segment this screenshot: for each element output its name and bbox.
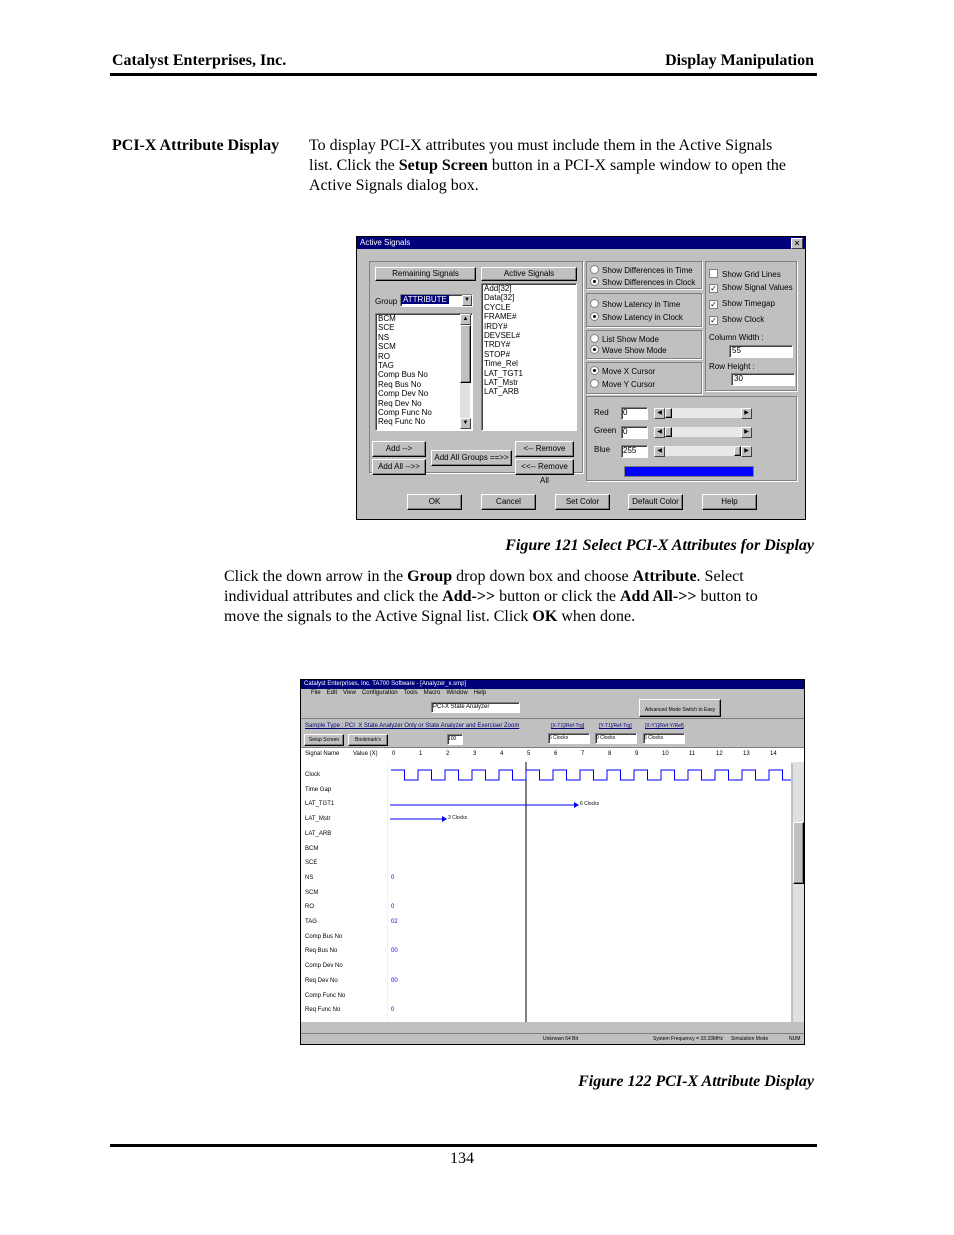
slider-right-icon[interactable]: ▶ (741, 408, 752, 419)
tick-label: 0 (392, 751, 396, 757)
clock-label: Show Clock (722, 315, 765, 324)
color-swatch (624, 466, 754, 477)
gap-label-2: 3 Clocks (448, 815, 468, 821)
footer-rule (110, 1144, 817, 1147)
waveform-scrollbar[interactable] (793, 762, 804, 1022)
signal-name[interactable]: SCE (305, 860, 318, 867)
tick-label: 6 (554, 751, 558, 757)
signal-name[interactable]: Comp Bus No (305, 933, 343, 940)
radio-selected-icon (590, 345, 599, 354)
clock-box-3[interactable]: 6 Clocks (643, 733, 685, 744)
xt-ref-link[interactable]: [X-T1]/Ref-Trg] (551, 723, 585, 729)
signal-name[interactable]: Comp Dev No (305, 963, 343, 970)
signal-name[interactable]: RO (305, 904, 314, 911)
scroll-thumb[interactable] (460, 325, 471, 383)
list-mode-option[interactable] (590, 334, 659, 344)
sample-type-link[interactable]: Sample Type : PCI_X State Analyzer Only or State Analyzer and Exerciser Zoom (305, 723, 520, 729)
ok-button[interactable]: OK (407, 494, 462, 510)
column-width-input[interactable]: 55 (729, 345, 793, 358)
arrow-head-icon (442, 816, 447, 822)
tick-label: 14 (770, 751, 777, 757)
remaining-signals-list[interactable] (375, 313, 473, 431)
signal-values-option[interactable] (709, 283, 793, 293)
text: when done. (557, 608, 636, 625)
text: . Select (696, 568, 744, 585)
list-item[interactable]: Comp Bus No (378, 370, 428, 380)
header-left: Catalyst Enterprises, Inc. (112, 52, 287, 69)
checkbox-checked-icon: ✓ (710, 284, 717, 293)
header-rule (110, 73, 817, 76)
signal-name[interactable]: LAT_TGT1 (305, 801, 335, 808)
remove-all-button[interactable]: <<-- Remove All (515, 459, 574, 475)
ta700-app-window (300, 679, 805, 1045)
status-frequency: System Frequency = 33.33MHz (653, 1036, 724, 1042)
bold-text: OK (532, 608, 558, 625)
list-item[interactable]: SCM (378, 342, 396, 352)
group-label: Group (375, 297, 398, 306)
slider-right-icon[interactable]: ▶ (741, 446, 752, 457)
close-icon[interactable]: ✕ (791, 238, 803, 249)
checkbox-checked-icon: ✓ (710, 300, 717, 309)
list-item[interactable]: IRDY# (484, 321, 508, 331)
signal-name[interactable]: LAT_Mstr (305, 816, 331, 823)
green-slider[interactable] (654, 427, 752, 437)
menu-item[interactable]: Macro (423, 690, 441, 696)
signal-value: 0 (391, 904, 395, 911)
bold-text: Group (407, 568, 453, 585)
list-item[interactable]: Data[32] (484, 293, 515, 303)
remove-button[interactable]: <-- Remove (515, 441, 574, 457)
xy-ref-link[interactable]: [X-Y1]/Ref-Y/Ref] (645, 723, 684, 729)
radio-icon (590, 379, 599, 388)
radio-selected-icon (590, 366, 599, 375)
red-slider[interactable] (654, 408, 752, 418)
lat-time-option[interactable] (590, 299, 680, 309)
status-num: NUM (789, 1036, 801, 1042)
intro-paragraph (309, 136, 829, 196)
list-item[interactable]: Comp Dev No (378, 389, 429, 399)
setup-screen-button[interactable]: Setup Screen (304, 734, 344, 746)
wave-mode-option[interactable] (590, 345, 667, 355)
tick-label: 5 (527, 751, 531, 757)
radio-icon (590, 299, 599, 308)
menu-item[interactable]: Configuration (361, 690, 398, 696)
list-item[interactable]: SCE (378, 323, 395, 333)
slider-thumb[interactable] (734, 446, 741, 456)
lat-time-label: Show Latency in Time (602, 300, 681, 309)
scroll-up-icon[interactable]: ▲ (460, 314, 471, 325)
add-all-groups-button[interactable]: Add All Groups ==>> (431, 450, 512, 466)
list-item[interactable]: LAT_ARB (484, 387, 519, 397)
clock-box-1[interactable]: 6 Clocks (548, 733, 590, 744)
row-height-input[interactable]: 30 (731, 373, 795, 386)
clock-box-2[interactable]: 0 Clocks (595, 733, 637, 744)
bookmarks-button[interactable]: Bookmark's (348, 734, 388, 746)
text: button or click the (495, 588, 620, 605)
signal-value: 0 (391, 1007, 395, 1014)
menu-item[interactable]: Edit (326, 690, 338, 696)
add-all-button[interactable]: Add All -->> (372, 459, 426, 475)
group-select[interactable] (400, 294, 473, 307)
list-item[interactable]: RO (378, 351, 390, 361)
radio-icon (590, 334, 599, 343)
list-item[interactable]: Add[32] (484, 284, 512, 293)
arrow-head-icon (574, 802, 579, 808)
list-item[interactable]: Req Dev No (378, 398, 422, 408)
active-signals-dialog (356, 236, 806, 520)
wave-mode-label: Wave Show Mode (602, 346, 667, 355)
tick-label: 3 (473, 751, 477, 757)
mode-switch-button[interactable]: Advanced Mode Switch to Easy (639, 699, 721, 717)
diff-time-label: Show Differences in Time (602, 266, 693, 275)
app-title: Catalyst Enterprises, Inc. TA700 Software - [Analyzer_x.smp] (301, 680, 804, 689)
default-color-button[interactable]: Default Color (628, 494, 683, 510)
value-header: Value (X) (353, 751, 378, 757)
list-item[interactable]: Time_Rel (484, 359, 518, 369)
red-input[interactable]: 0 (621, 407, 648, 420)
green-label: Green (594, 426, 617, 435)
signal-value: 02 (391, 919, 398, 925)
help-button[interactable]: Help (702, 494, 757, 510)
status-mode: Simulation Mode (731, 1036, 769, 1042)
active-signals-header: Active Signals (481, 267, 577, 281)
tick-label: 9 (635, 751, 639, 757)
intro-text: button in a PCI-X sample window to open the (487, 157, 787, 174)
clock-waveform (391, 770, 791, 780)
list-item[interactable]: LAT_TGT1 (484, 368, 523, 378)
signal-names-panel (301, 762, 387, 1022)
list-item[interactable]: Comp Func No (378, 408, 432, 418)
tick-label: 1 (419, 751, 423, 757)
status-mid: Unknown 64 Bit (543, 1036, 579, 1042)
group-select-value: ATTRIBUTE (403, 295, 447, 304)
intro-line-3: Active Signals dialog box. (309, 177, 479, 194)
waveform-header (301, 747, 804, 763)
list-item[interactable]: STOP# (484, 349, 511, 359)
menu-bar (301, 689, 804, 698)
slider-thumb[interactable] (665, 408, 672, 418)
text: move the signals to the Active Signal list. Click (224, 608, 533, 625)
remaining-signals-header: Remaining Signals (375, 267, 476, 281)
timegap-label: Show Timegap (722, 299, 775, 308)
move-x-option[interactable] (590, 366, 655, 376)
tick-label: 11 (689, 751, 696, 757)
intro-line-1: To display PCI-X attributes you must include them in the Active Signals (309, 137, 773, 154)
slider-thumb[interactable] (665, 427, 672, 437)
signal-values-label: Show Signal Values (722, 283, 793, 292)
timegap-option[interactable] (709, 299, 775, 309)
signal-name-header: Signal Name (305, 751, 340, 757)
text: Click the down arrow in the (224, 568, 408, 585)
section-title: PCI-X Attribute Display (112, 137, 280, 154)
slider-left-icon[interactable]: ◀ (654, 427, 665, 438)
list-item[interactable]: TAG (378, 361, 394, 371)
list-item[interactable]: DEVSEL# (484, 331, 521, 341)
toolbar (301, 698, 804, 719)
tick-label: 13 (743, 751, 750, 757)
set-color-button[interactable]: Set Color (555, 494, 610, 510)
figure-122-caption: Figure 122 PCI-X Attribute Display (578, 1073, 814, 1090)
tick-label: 10 (662, 751, 669, 757)
list-item[interactable]: FRAME# (484, 312, 517, 322)
dialog-title: Active Signals (357, 237, 805, 249)
intro-line-2 (309, 156, 829, 176)
diff-clock-label: Show Differences in Clock (602, 278, 696, 287)
bold-text: Add->> (442, 588, 496, 605)
figure-121-caption: Figure 121 Select PCI-X Attributes for Display (505, 537, 814, 554)
signal-name[interactable]: SCM (305, 889, 319, 896)
add-button[interactable]: Add --> (372, 441, 426, 457)
diff-clock-option[interactable] (590, 277, 695, 287)
gap-label-1: 6 Clocks (580, 801, 600, 807)
checkbox-checked-icon: ✓ (710, 316, 717, 325)
status-bar (301, 1033, 804, 1044)
active-signals-list[interactable] (481, 283, 577, 431)
slider-left-icon[interactable]: ◀ (654, 408, 665, 419)
yt-ref-link[interactable]: [Y-T1]/Ref-Trg] (599, 723, 632, 729)
display-options-group (705, 261, 797, 391)
timeline-ticks (389, 751, 794, 761)
column-width-label: Column Width : (709, 333, 764, 342)
page-number: 134 (450, 1150, 474, 1167)
radio-selected-icon (590, 277, 599, 286)
grid-lines-option[interactable] (709, 269, 781, 279)
header-right: Display Manipulation (665, 52, 814, 69)
signal-name[interactable]: BCM (305, 845, 319, 852)
waveform-panel (387, 762, 791, 1022)
menu-item[interactable]: Help (473, 690, 486, 696)
tick-label: 12 (716, 751, 723, 757)
instructions-line-3 (224, 607, 824, 627)
clock-option[interactable] (709, 315, 764, 325)
signal-value: 00 (391, 948, 398, 955)
signal-name[interactable]: Clock (305, 772, 321, 778)
signal-name[interactable]: Req Bus No (305, 948, 338, 955)
bold-text: Attribute (632, 568, 697, 585)
scroll-thumb[interactable] (793, 822, 804, 884)
menu-item[interactable]: Window (446, 690, 468, 696)
instructions-line-1 (224, 567, 824, 587)
scroll-down-icon[interactable]: ▼ (460, 418, 471, 429)
list-item[interactable]: BCM (378, 314, 396, 323)
move-y-option[interactable] (590, 379, 655, 389)
tick-label: 7 (581, 751, 585, 757)
menu-item[interactable]: Tools (403, 690, 418, 696)
text: button to (696, 588, 758, 605)
list-item[interactable]: Req Bus No (378, 379, 422, 389)
text: drop down box and choose (452, 568, 633, 585)
tick-label: 2 (446, 751, 450, 757)
intro-bold: Setup Screen (398, 157, 488, 174)
slider-left-icon[interactable]: ◀ (654, 446, 665, 457)
diff-time-option[interactable] (590, 265, 693, 275)
instructions-paragraph (224, 567, 824, 627)
intro-text: list. Click the (309, 157, 399, 174)
tick-label: 8 (608, 751, 612, 757)
list-mode-label: List Show Mode (602, 335, 659, 344)
list-item[interactable]: Req Func No (378, 417, 426, 427)
menu-item[interactable]: File (311, 690, 321, 696)
menu-item[interactable]: View (343, 690, 356, 696)
signal-name[interactable]: Time Gap (305, 786, 332, 793)
signal-name[interactable]: TAG (305, 919, 317, 925)
radio-selected-icon (590, 312, 599, 321)
row-height-label: Row Height : (709, 362, 755, 371)
signal-name[interactable]: Comp Func No (305, 992, 346, 999)
signal-name[interactable]: LAT_ARB (305, 830, 332, 837)
signal-name[interactable]: Req Dev No (305, 977, 338, 984)
list-item[interactable]: CYCLE (484, 302, 511, 312)
text: individual attributes and click the (224, 588, 443, 605)
red-label: Red (594, 408, 609, 417)
remaining-scrollbar[interactable] (460, 314, 470, 429)
signal-value: 0 (391, 874, 395, 881)
grid-lines-label: Show Grid Lines (722, 270, 781, 279)
signal-name[interactable]: NS (305, 874, 314, 881)
signal-name[interactable]: Req Func No (305, 1007, 341, 1014)
cancel-button[interactable]: Cancel (481, 494, 536, 510)
bold-text: Add All->> (619, 588, 697, 605)
blue-slider[interactable] (654, 446, 752, 456)
list-item[interactable]: TRDY# (484, 340, 511, 350)
zoom-input[interactable]: 100 (447, 734, 463, 745)
slider-right-icon[interactable]: ▶ (741, 427, 752, 438)
analyzer-select[interactable]: PCI-X State Analyzer (431, 702, 520, 713)
tick-label: 4 (500, 751, 504, 757)
checkbox-icon (709, 269, 718, 278)
chevron-down-icon[interactable]: ▼ (462, 295, 472, 306)
signal-value: 00 (391, 977, 398, 984)
radio-icon (590, 265, 599, 274)
list-item[interactable]: LAT_Mstr (484, 378, 519, 388)
move-y-label: Move Y Cursor (602, 380, 656, 389)
green-input[interactable]: 0 (621, 426, 648, 439)
lat-clock-label: Show Latency in Clock (602, 313, 683, 322)
list-item[interactable]: NS (378, 332, 390, 342)
instructions-line-2 (224, 587, 824, 607)
blue-label: Blue (594, 445, 611, 454)
lat-clock-option[interactable] (590, 312, 683, 322)
blue-input[interactable]: 255 (621, 445, 648, 458)
move-x-label: Move X Cursor (602, 367, 656, 376)
